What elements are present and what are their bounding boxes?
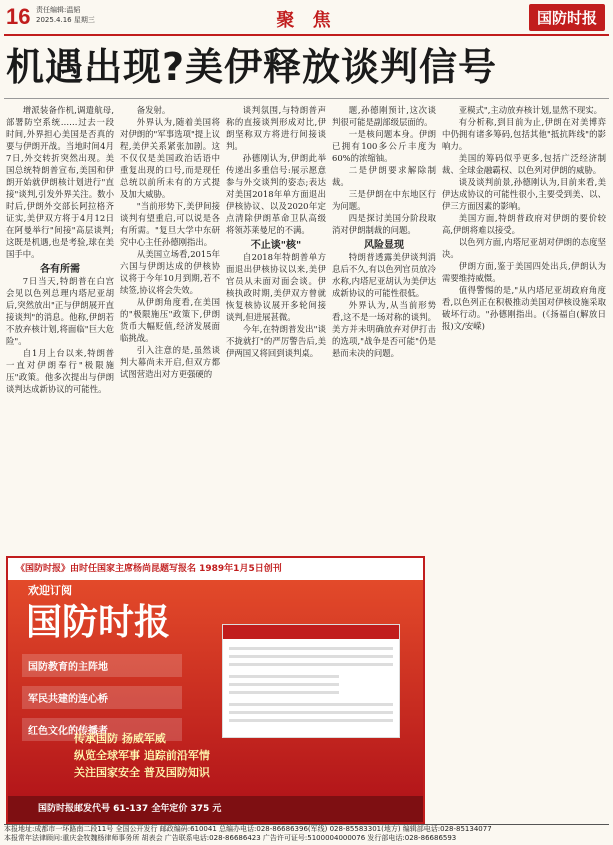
- paragraph: 外界认为,随着美国将对伊朗的"军事选项"提上议程,美伊关系紧张加剧。这不仅仅是美国政治话语中重复出现的口号,而是现任总统以前所未有的方式提及加大威胁。: [120, 117, 220, 199]
- article-column-2: [120, 104, 220, 552]
- newspaper-sample-image: [222, 624, 400, 738]
- footer-line: 本报常年法律顾问:重庆金牧魏杨律师事务所 胡表会 广告联系电话:028-86686423 广告许可证号:5100004000076 发行部电话:028-86686593: [4, 834, 457, 842]
- ad-slogan: 纵览全球军事 追踪前沿军情: [74, 749, 210, 762]
- paragraph: 以色列方面,内塔尼亚胡对伊朗的态度坚决。: [442, 237, 606, 259]
- ad-banner-text: 《国防时报》由时任国家主席杨尚昆题写报名 1989年1月5日创刊: [8, 558, 423, 580]
- page-footer: [4, 824, 609, 845]
- paragraph: 自2018年特朗普单方面退出伊核协议以来,美伊官员从未面对面会谈。伊核执政时期,美伊双方曾就恢复核协议展开多轮间接谈判,但进展甚微。: [226, 252, 326, 322]
- paragraph: 备发射。: [136, 105, 171, 115]
- paragraph: 从伊朗角度看,在美国的"极限施压"政策下,伊朗货币大幅贬值,经济发展面临挑战。: [120, 297, 220, 343]
- subheading: 各有所需: [40, 264, 80, 275]
- page-number: 16: [6, 4, 31, 29]
- paragraph: "当前形势下,美伊间接谈判有望重启,可以说是各有所需。"复旦大学中东研究中心主任孙德刚指出。: [120, 201, 220, 247]
- paragraph: 题,孙德刚预计,这次谈判很可能是副部级层面的。: [332, 105, 436, 127]
- paragraph: 一是核问题本身。伊朗已拥有100多公斤丰度为60%的浓缩铀。: [332, 129, 436, 163]
- ad-tagline: 红色文化的传播者: [22, 718, 182, 741]
- paragraph: 孙德刚认为,伊朗此举传递出多重信号:展示愿意参与外交谈判的姿态;表达对美国2018年单方面退出伊核协议、以及2020年定点清除伊朗革命卫队高级将领苏莱曼尼的不满。: [226, 153, 326, 235]
- newspaper-logo: 国防时报: [529, 4, 605, 31]
- paragraph: 值得警惕的是,"从内塔尼亚胡政府角度看,以色列正在积极推动美国对伊核设施采取破坏行动。"孙德刚指出。(《扬福自(解放日报)文/安嵘): [442, 285, 606, 331]
- ad-title: 国防时报: [26, 601, 171, 643]
- ad-tagline: 国防教育的主阵地: [22, 654, 182, 677]
- paragraph: 有分析称,到目前为止,伊朗在对美博弈中仍拥有诸多筹码,包括其他"抵抗阵线"的影响力。: [442, 117, 606, 151]
- ad-tagline: 军民共建的连心桥: [22, 686, 182, 709]
- paragraph: 谈判氛围,与特朗普声称的直接谈判形成对比,伊朗坚称双方将进行间接谈判。: [226, 105, 326, 151]
- paragraph: 特朗普透露美伊谈判消息后不久,有以色列官员放冷水称,内塔尼亚胡认为美伊达成新协议的可能性很低。: [332, 252, 436, 298]
- date-line: 2025.4.16 星期三: [36, 16, 95, 24]
- paragraph: 谈及谈判前景,孙德刚认为,目前来看,美伊达成协议的可能性很小,主要受到美、以、伊三方面因素的影响。: [442, 177, 606, 211]
- paragraph: 四是探讨美国分阶段取消对伊朗制裁的问题。: [332, 213, 436, 235]
- paragraph: 引入注意的是,虽然谈判大幕尚未开启,但双方都试图营造出对方更强硬的: [120, 345, 220, 379]
- subheading: 不止谈"核": [250, 240, 302, 251]
- ad-slogan: 传承国防 扬威军威: [74, 732, 166, 745]
- editor-line: 责任编辑:温韬: [36, 6, 81, 14]
- ad-slogans: [74, 730, 210, 781]
- footer-line: 本报地址:成都市一环路南二段11号 全国公开发行 邮政编码:610041 总编办电话:028-86686396(军线) 028-85583301(地方) 编辑部电话:028-85134077: [4, 825, 492, 833]
- headline: 机遇出现?美伊释放谈判信号: [6, 45, 498, 89]
- paragraph: 今年,在特朗普发出"谈不拢就打"的严厉警告后,美伊两国又将回到谈判桌。: [226, 324, 326, 358]
- subscription-ad: [6, 556, 425, 824]
- ad-slogan: 关注国家安全 普及国防知识: [74, 766, 210, 779]
- article-column-5: [442, 104, 606, 816]
- paragraph: 自1月上台以来,特朗普一直对伊朗奉行"极限施压"政策。他多次提出与伊朗谈判达成新协议的可能性。: [6, 348, 114, 394]
- article-column-1: [6, 104, 114, 395]
- paragraph: 亚模式",主动放弃核计划,显然不现实。: [458, 105, 602, 115]
- paragraph: 从美国立场看,2015年六国与伊朗达成的伊核协议将于今年10月到期,若不续签,协议将会失效。: [120, 249, 220, 295]
- paragraph: 7日当天,特朗普在白宫会见以色列总理内塔尼亚胡后,突然放出"正与伊朗展开直接谈判"的消息。他称,伊朗若不放弃核计划,将面临"巨大危险"。: [6, 276, 114, 346]
- paragraph: 伊朗方面,鉴于美国四处出兵,伊朗认为需要维持威慑。: [442, 261, 606, 283]
- paragraph: 美国的筹码似乎更多,包括广泛经济制裁、全球金融霸权、以色列对伊朗的威胁。: [442, 153, 606, 175]
- ad-body: [8, 580, 423, 796]
- subheading: 风险显现: [364, 240, 404, 251]
- section-title: 聚 焦: [276, 10, 337, 31]
- paragraph: 增派装备作机,调遣航母,部署防空系统……过去一段时间,外界担心美国是否真的要与伊朗开战。当地时间4月7日,外交转折突然出现。美国总统特朗普宣布,美国和伊朗开始就伊朗核计划进行"直接"谈判,引发外界关注。数小时后,伊朗外交部长阿拉格齐证实,美伊双方将于4月12日在阿曼举行"间接"高层谈判;这既是机遇,也是考验,球在美国手中。: [6, 105, 114, 259]
- paragraph: 三是伊朗在中东地区行为问题。: [332, 189, 436, 211]
- paragraph: 二是伊朗要求解除制裁。: [332, 165, 436, 187]
- header-rule: [4, 34, 609, 36]
- page-header: [0, 0, 613, 34]
- ad-welcome: 欢迎订阅: [28, 584, 72, 597]
- paragraph: 外界认为,从当前形势看,这不是一场对称的谈判。美方并未明确放弃对伊打击的选项,"战争是否可能"仍是悬而未决的问题。: [332, 300, 436, 358]
- ad-subscription-info: 国防时报邮发代号 61-137 全年定价 375 元: [8, 796, 423, 822]
- headline-rule: [4, 98, 609, 99]
- paragraph: 美国方面,特朗普政府对伊朗的要价较高,伊朗将难以接受。: [442, 213, 606, 235]
